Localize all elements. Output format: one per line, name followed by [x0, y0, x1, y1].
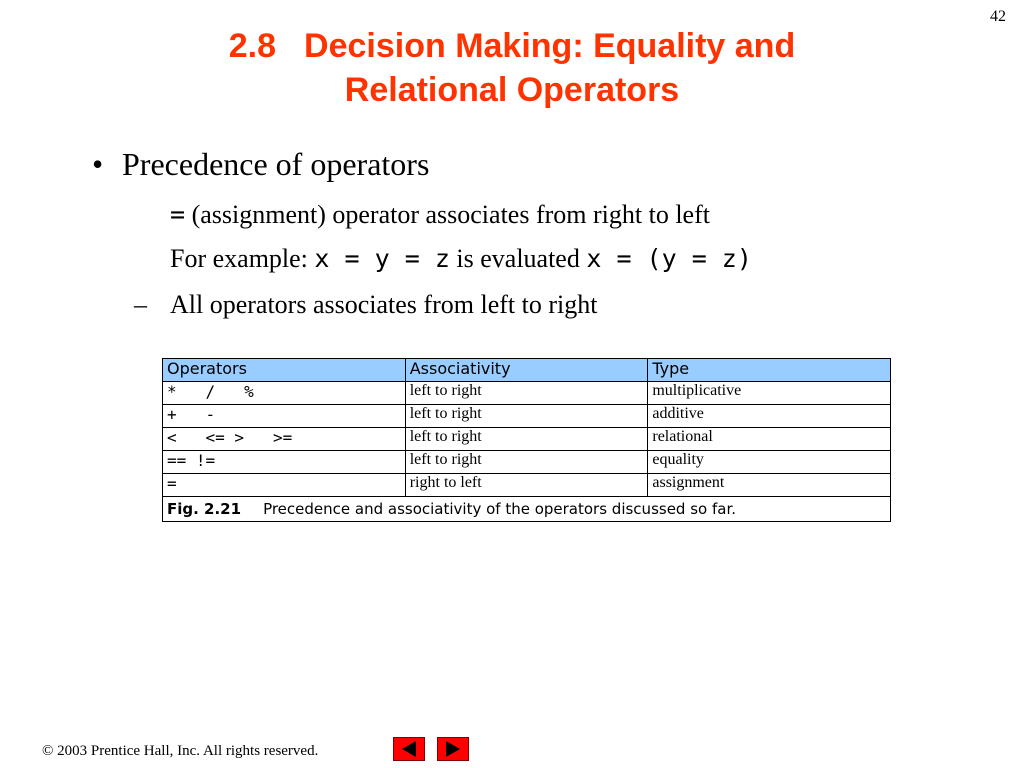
caption-text: Precedence and associativity of the operators discussed so far.	[263, 500, 737, 518]
associativity-cell: left to right	[405, 451, 648, 474]
example-code-2: x = (y = z)	[586, 244, 752, 273]
type-cell: multiplicative	[648, 382, 891, 405]
copyright-text: 2003 Prentice Hall, Inc. All rights reserved.	[53, 743, 319, 759]
bullet-symbol: •	[92, 146, 104, 182]
left-to-right-text: All operators associates from left to right	[170, 290, 598, 319]
caption-label: Fig. 2.21	[167, 500, 242, 518]
previous-slide-icon	[394, 738, 424, 760]
table-header-row	[163, 359, 891, 382]
table-caption	[163, 497, 891, 522]
title-line-1	[0, 24, 1024, 68]
example-code-1: x = y = z	[314, 244, 450, 273]
associativity-cell: left to right	[405, 405, 648, 428]
assignment-operator-code: =	[170, 200, 186, 229]
copyright-icon: ©	[42, 743, 54, 759]
type-cell: relational	[648, 428, 891, 451]
associativity-cell: right to left	[405, 474, 648, 497]
title-text-1: Decision Making: Equality and	[304, 27, 796, 65]
dash-symbol: –	[134, 290, 147, 319]
assignment-line	[170, 200, 710, 230]
operators-cell: + -	[163, 405, 406, 428]
table-row	[163, 382, 891, 405]
operators-cell: == !=	[163, 451, 406, 474]
table-caption-row	[163, 497, 891, 522]
example-line	[170, 244, 752, 274]
header-operators: Operators	[163, 359, 406, 382]
bullet-text: Precedence of operators	[122, 146, 430, 182]
table-row	[163, 474, 891, 497]
section-number: 2.8	[228, 27, 277, 65]
left-to-right-line	[134, 290, 597, 320]
associativity-cell: left to right	[405, 428, 648, 451]
precedence-table	[162, 358, 891, 522]
operators-cell: * / %	[163, 382, 406, 405]
slide-title	[0, 24, 1024, 112]
table-row	[163, 405, 891, 428]
header-associativity: Associativity	[405, 359, 648, 382]
next-slide-icon	[438, 738, 468, 760]
copyright-footer	[42, 743, 318, 760]
title-line-2: Relational Operators	[344, 71, 680, 109]
table-row	[163, 451, 891, 474]
type-cell: additive	[648, 405, 891, 428]
example-prefix: For example:	[170, 244, 315, 273]
associativity-cell: left to right	[405, 382, 648, 405]
previous-slide-button[interactable]	[393, 737, 425, 761]
next-slide-button[interactable]	[437, 737, 469, 761]
type-cell: equality	[648, 451, 891, 474]
header-type: Type	[648, 359, 891, 382]
operators-cell: =	[163, 474, 406, 497]
bullet-precedence	[92, 146, 429, 183]
type-cell: assignment	[648, 474, 891, 497]
table-row	[163, 428, 891, 451]
example-mid: is evaluated	[449, 244, 587, 273]
assignment-line-text: (assignment) operator associates from right to left	[185, 200, 710, 229]
page-number: 42	[990, 8, 1006, 25]
operators-cell: < <= > >=	[163, 428, 406, 451]
